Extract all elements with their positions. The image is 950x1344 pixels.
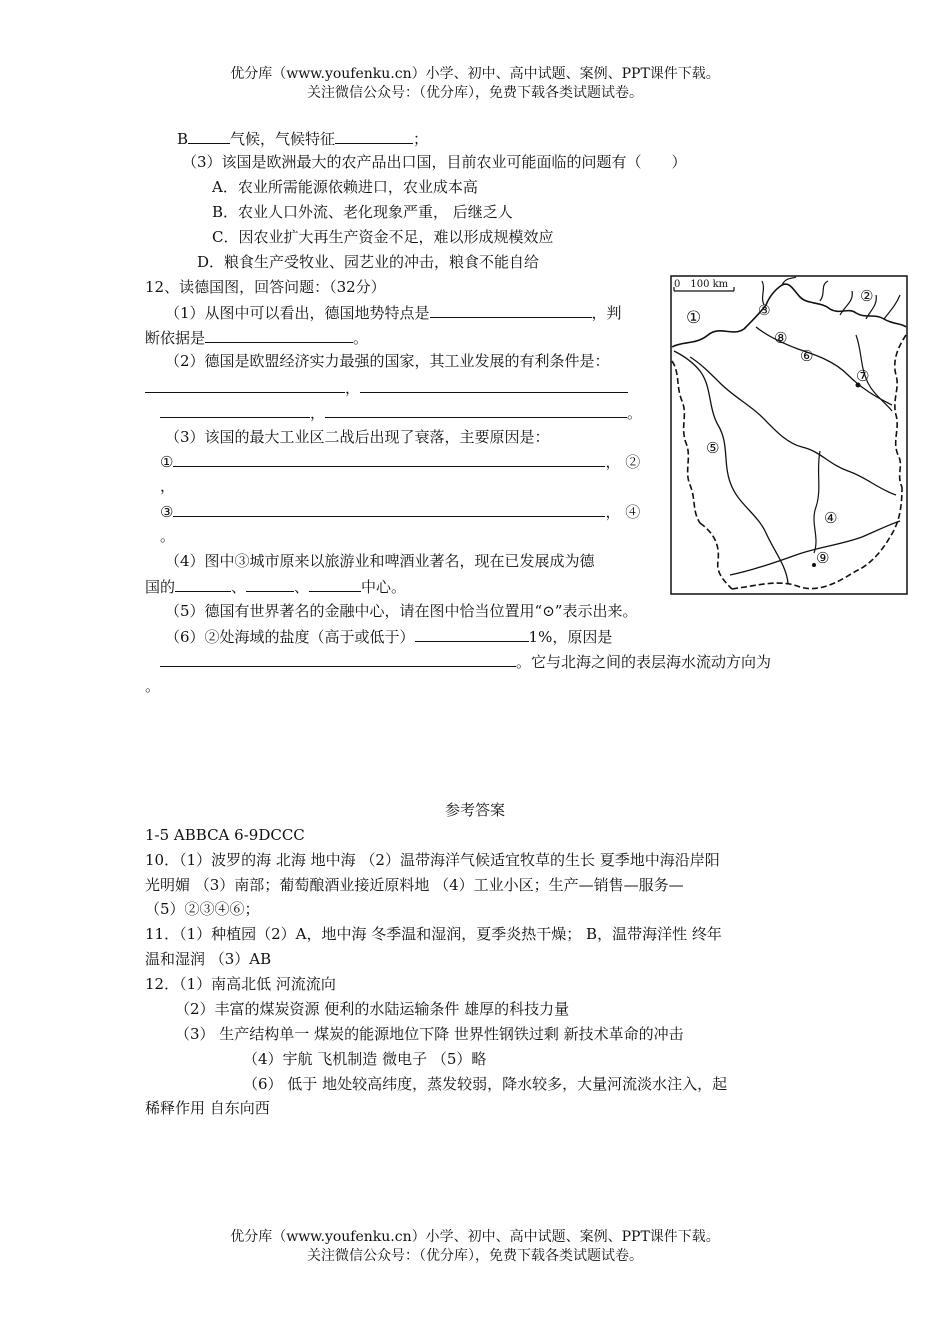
q12-part2: （2）德国是欧盟经济实力最强的国家，其工业发展的有利条件是： bbox=[165, 352, 610, 370]
answer-blank bbox=[430, 302, 592, 318]
answer-blank bbox=[188, 128, 230, 144]
map-label-4: ④ bbox=[824, 509, 838, 527]
q11-option-d: D．粮食生产受牧业、园艺业的冲击，粮食不能自给 bbox=[197, 253, 540, 271]
map-frame bbox=[671, 276, 907, 594]
q12-part3-comma: ， bbox=[160, 477, 176, 495]
q12-part6 bbox=[165, 626, 612, 647]
answer-blank bbox=[173, 451, 605, 467]
num-3: ③ bbox=[160, 503, 174, 521]
map-label-1: ① bbox=[686, 308, 702, 328]
answers-line-10: （4）宇航 飞机制造 微电子 （5）略 bbox=[243, 1050, 487, 1068]
map-label-5: ⑤ bbox=[706, 439, 720, 457]
q12-part4-text-b: 国的 bbox=[145, 578, 176, 596]
q12-part3-row2 bbox=[160, 501, 640, 522]
comma: ， bbox=[345, 379, 361, 397]
answers-line-11: （6） 低于 地处较高纬度，蒸发较弱，降水较多，大量河流淡水注入，起 bbox=[243, 1075, 728, 1093]
q12-part3: （3）该国的最大工业区二战后出现了衰落，主要原因是： bbox=[165, 428, 550, 446]
num-4: ， ④ bbox=[605, 503, 641, 521]
q11-b-line bbox=[177, 128, 428, 149]
answers-line-12: 稀释作用 自东向西 bbox=[145, 1099, 270, 1117]
answers-line-5: 11．（1）种植园（2）A，地中海 冬季温和湿润，夏季炎热干燥； B，温带海洋性 终年 bbox=[145, 925, 722, 943]
scale-bar bbox=[674, 279, 734, 291]
q12-title: 12、读德国图，回答问题：（32分） bbox=[145, 278, 386, 296]
q12-part1 bbox=[165, 302, 622, 323]
q11-b-end: ； bbox=[413, 130, 429, 148]
answer-blank bbox=[309, 576, 361, 592]
q12-part6-cont bbox=[160, 651, 771, 672]
answer-blank bbox=[145, 377, 345, 393]
answers-line-4: （5）②③④⑥； bbox=[145, 900, 260, 918]
answer-blank bbox=[246, 576, 294, 592]
answer-blank bbox=[160, 402, 310, 418]
answers-line-8: （2）丰富的煤炭资源 便利的水陆运输条件 雄厚的科技力量 bbox=[175, 1000, 570, 1018]
map-label-3: ③ bbox=[758, 303, 771, 319]
answers-line-2: 10．（1）波罗的海 北海 地中海 （2）温带海洋气候适宜牧草的生长 夏季地中海沿岸阳 bbox=[145, 851, 720, 869]
q12-part6-end: 。 bbox=[145, 677, 161, 695]
answer-blank bbox=[160, 651, 516, 667]
answers-line-9: （3） 生产结构单一 煤炭的能源地位下降 世界性钢铁过剩 新技术革命的冲击 bbox=[175, 1025, 684, 1043]
answer-blank bbox=[335, 128, 413, 144]
q11-option-c: C．因农业扩大再生产资金不足，难以形成规模效应 bbox=[212, 228, 554, 246]
q12-part6-text-a: （6）②处海域的盐度（高于或低于） bbox=[165, 628, 415, 646]
q12-part3-period: 。 bbox=[160, 527, 176, 545]
answer-blank bbox=[325, 402, 627, 418]
header-line-1: 优分库（www.youfenku.cn）小学、初中、高中试题、案例、PPT课件下载。 bbox=[230, 66, 720, 82]
map-label-2: ② bbox=[860, 287, 874, 305]
q12-part3-row1 bbox=[160, 451, 640, 472]
q11-b-label: B bbox=[177, 130, 189, 148]
answers-line-3: 光明媚 （3）南部；葡萄酿酒业接近原料地 （4）工业小区；生产—销售—服务— bbox=[145, 876, 684, 894]
answer-blank bbox=[173, 501, 605, 517]
q12-part1-text: （1）从图中可以看出，德国地势特点是 bbox=[165, 304, 430, 322]
footer-line-2: 关注微信公众号：（优分库），免费下载各类试题试卷。 bbox=[307, 1248, 643, 1264]
map-label-6: ⑥ bbox=[800, 347, 814, 365]
period: 。 bbox=[627, 404, 643, 422]
num-1: ① bbox=[160, 453, 174, 471]
q12-part5: （5）德国有世界著名的金融中心，请在图中恰当位置用“⊙”表示出来。 bbox=[165, 602, 638, 620]
answers-line-6: 温和湿润 （3）AB bbox=[145, 950, 272, 968]
q12-part6-text-c: 。它与北海之间的表层海水流动方向为 bbox=[516, 653, 772, 671]
separator: 、 bbox=[294, 578, 310, 596]
q12-part1-text-c: 断依据是 bbox=[145, 329, 206, 347]
q11-sub3: （3）该国是欧洲最大的农产品出口国，目前农业可能面临的问题有（ ） bbox=[182, 153, 687, 171]
q12-part1-text-b: ，判 bbox=[591, 304, 622, 322]
q12-part4: （4）图中③城市原来以旅游业和啤酒业著名，现在已发展成为德 bbox=[165, 552, 595, 570]
answers-line-1: 1-5 ABBCA 6-9DCCC bbox=[145, 826, 305, 844]
q12-part6-text-b: 1%，原因是 bbox=[528, 628, 613, 646]
comma: ， bbox=[310, 404, 326, 422]
answer-blank bbox=[415, 626, 529, 642]
q11-option-b: B．农业人口外流、老化现象严重， 后继乏人 bbox=[212, 203, 513, 221]
q12-part4-cont bbox=[145, 576, 406, 597]
answers-line-7: 12．（1）南高北低 河流流向 bbox=[145, 975, 336, 993]
q11-option-a: A．农业所需能源依赖进口，农业成本高 bbox=[212, 178, 478, 196]
q12-part2-blanks-2 bbox=[160, 402, 642, 423]
answers-title: 参考答案 bbox=[444, 801, 505, 819]
separator: 、 bbox=[231, 578, 247, 596]
q12-part4-text-c: 中心。 bbox=[361, 578, 407, 596]
map-label-7: ⑦ bbox=[856, 367, 870, 385]
scale-label: 0 100 km bbox=[674, 279, 729, 290]
q11-b-text: 气候，气候特征 bbox=[230, 130, 336, 148]
germany-map bbox=[670, 275, 908, 595]
q12-part1-text-d: 。 bbox=[353, 329, 369, 347]
map-label-9: ⑨ bbox=[816, 549, 830, 567]
answer-blank bbox=[175, 576, 231, 592]
header-line-2: 关注微信公众号：（优分库），免费下载各类试题试卷。 bbox=[307, 85, 643, 101]
num-2: ， ② bbox=[605, 453, 641, 471]
answer-blank bbox=[360, 377, 628, 393]
q12-part1-cont bbox=[145, 327, 368, 348]
q12-part2-blanks-1 bbox=[145, 377, 628, 398]
map-label-8: ⑧ bbox=[774, 329, 788, 347]
footer-line-1: 优分库（www.youfenku.cn）小学、初中、高中试题、案例、PPT课件下载。 bbox=[230, 1229, 720, 1245]
answer-blank bbox=[205, 327, 353, 343]
